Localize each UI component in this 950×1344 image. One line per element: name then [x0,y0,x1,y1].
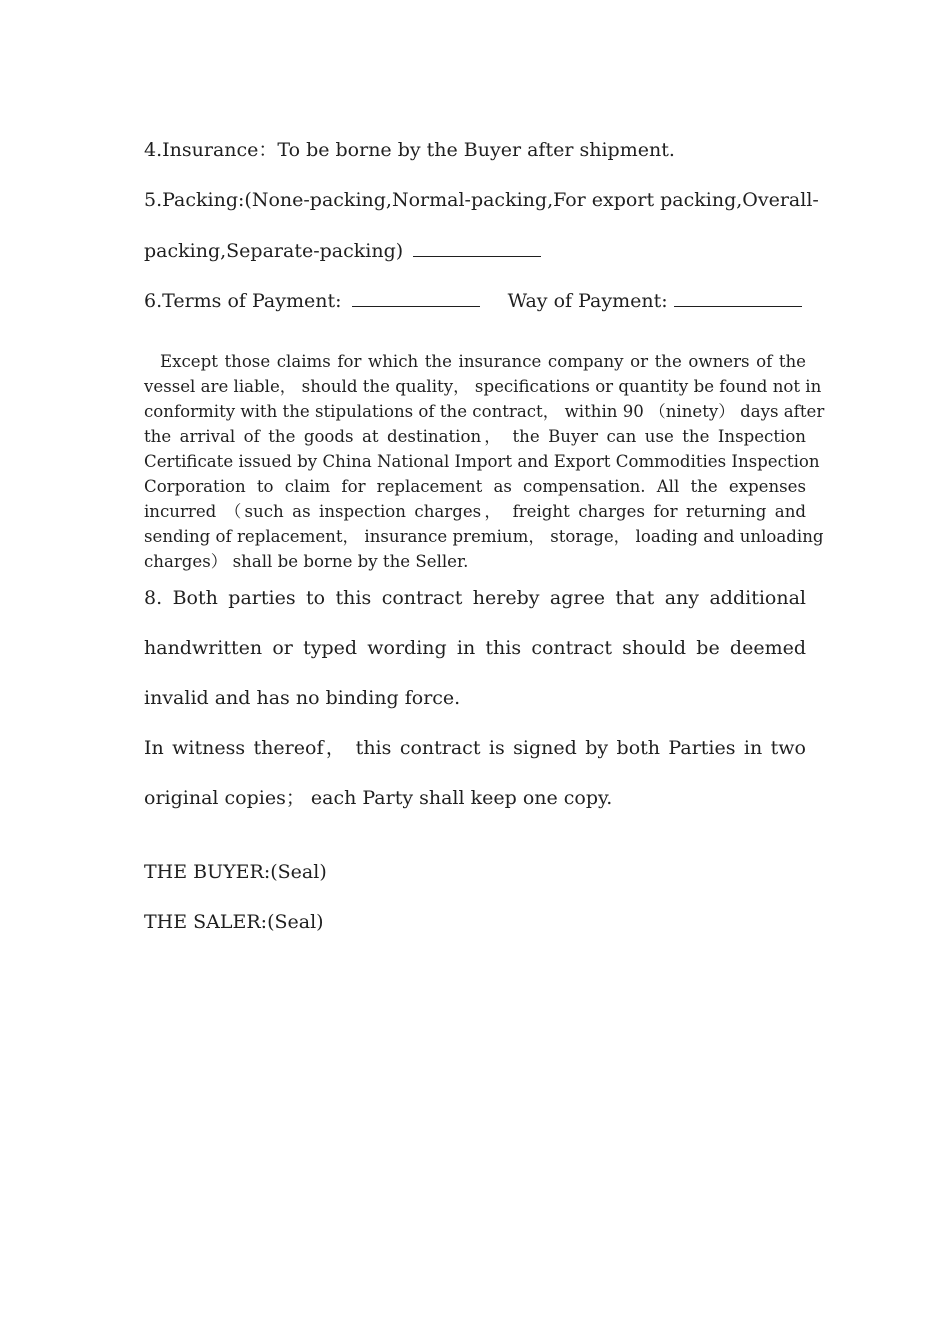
buyer-seal-signature: THE BUYER:(Seal) [144,861,327,883]
clause-7-line: Except those claims for which the insurance company or the owners of the [160,352,806,371]
terms-of-payment-blank-field[interactable] [352,288,480,307]
packing-blank-field[interactable] [413,238,541,257]
way-of-payment-label: Way of Payment: [507,290,668,312]
clause-7-line: conformity with the stipulations of the contract， within 90 （ninety） days after [144,402,825,421]
clause-8-line-2: handwritten or typed wording in this contract should be deemed [144,637,806,659]
clause-4-insurance [144,138,806,162]
clause-7-line: the arrival of the goods at destination， the Buyer can use the Inspection [144,427,806,446]
clause-8-line-1: 8. Both parties to this contract hereby agree that any additional [144,587,806,609]
terms-of-payment-label: 6.Terms of Payment: [144,290,342,312]
clause-4-text: 4.Insurance：To be borne by the Buyer after shipment. [144,139,675,161]
clause-7-claims-paragraph [144,349,825,574]
witness-line-1: In witness thereof， this contract is signed by both Parties in two [144,737,806,759]
clause-7-line: sending of replacement， insurance premium， storage， loading and unloading [144,527,824,546]
clause-8-line-3: invalid and has no binding force. [144,687,461,709]
way-of-payment-blank-field[interactable] [674,288,802,307]
clause-7-line: incurred （such as inspection charges， freight charges for returning and [144,502,806,521]
clause-7-line: Corporation to claim for replacement as compensation. All the expenses [144,477,806,496]
clause-5-packing-line-2 [144,238,806,263]
clause-6-payment [144,288,806,313]
clause-7-line: charges） shall be borne by the Seller. [144,552,469,571]
witness-line-2: original copies； each Party shall keep one copy. [144,787,613,809]
clause-7-line: Certificate issued by China National Import and Export Commodities Inspection [144,452,820,471]
clause-5-packing-line-1: 5.Packing:(None-packing,Normal-packing,For export packing,Overall- [144,189,819,211]
clause-7-line: vessel are liable， should the quality， specifications or quantity be found not in [144,377,822,396]
clause-5-text: packing,Separate-packing) [144,240,404,262]
saler-seal-signature: THE SALER:(Seal) [144,911,324,933]
